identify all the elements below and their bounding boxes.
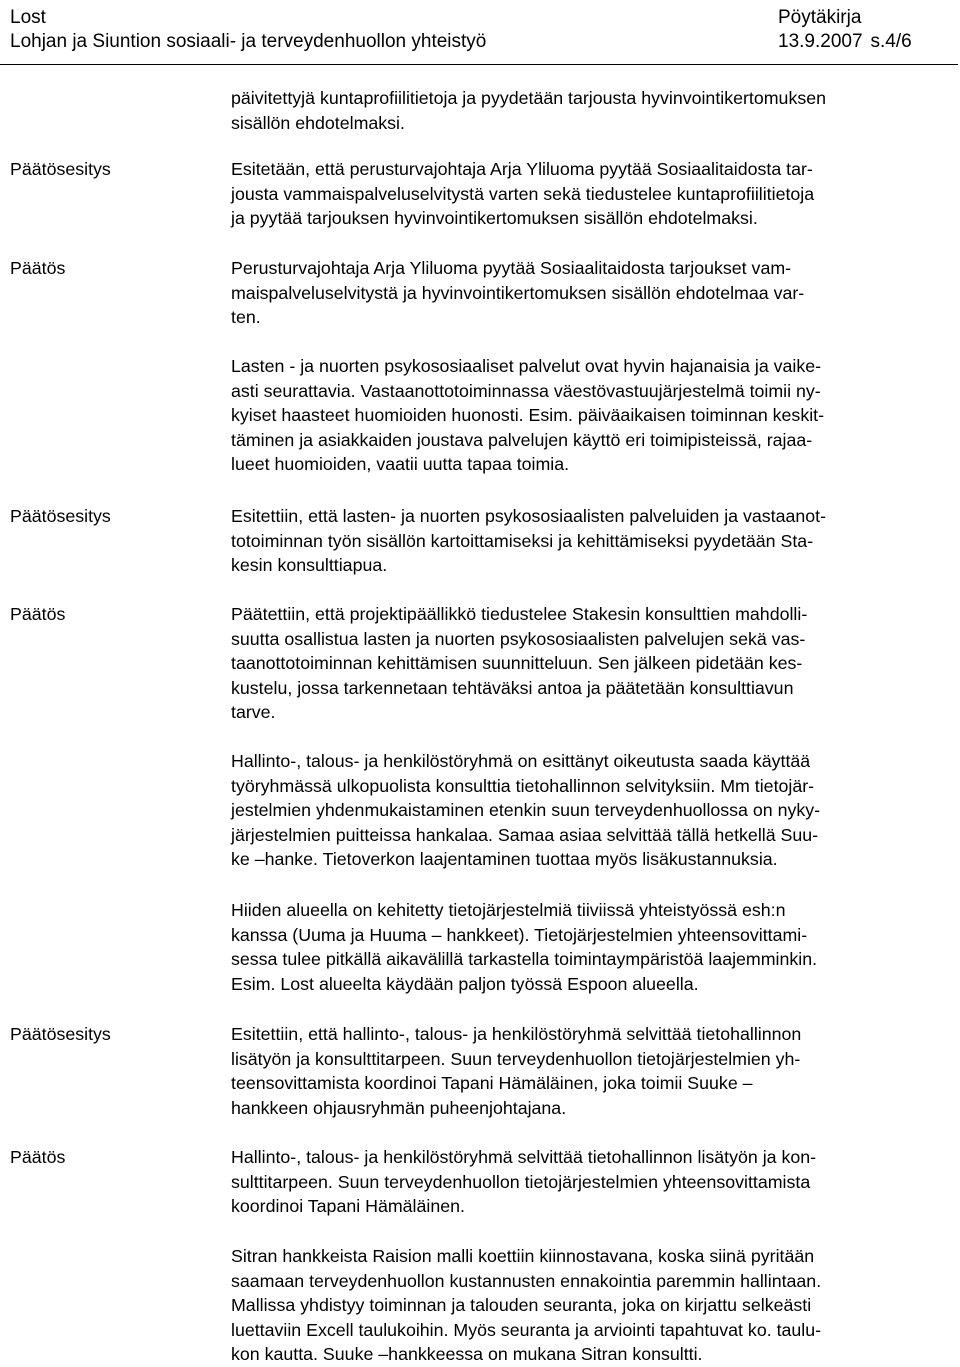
entry-label: Päätös	[10, 604, 66, 624]
header-left	[10, 6, 486, 54]
document-type: Pöytäkirja	[778, 7, 862, 28]
entry-label: Päätös	[10, 1147, 66, 1167]
entry-text: Lasten - ja nuorten psykososiaaliset palvelut ovat hyvin hajanaisia ja vaike- asti seurattavia. Vastaanottotoiminnassa väestövastuujärjestelmä toimii ny- kyiset haasteet huomioiden huonosti. Esim. päiväaikaisen toiminnan keskit- täminen ja asiakkaiden joustava palvelujen käyttö eri toimipisteissä, rajaa- lueet huomioiden, vaatii uutta tapaa toimia.	[231, 356, 825, 474]
entry-text: Hiiden alueella on kehitetty tietojärjestelmiä tiiviissä yhteistyössä esh:n kanssa (Uuma ja Huuma – hankkeet). Tietojärjestelmien yhteensovittami- sessa tulee pitkällä aikavälillä tarkastella toimintaympäristöä laajemminkin. Esim. Lost alueelta käydään paljon työssä Espoon alueella.	[231, 900, 818, 994]
document-date: 13.9.2007	[778, 31, 863, 52]
entry-label: Päätösesitys	[10, 1024, 111, 1044]
entry-label: Päätös	[10, 258, 66, 278]
entry-text: Esitetään, että perusturvajohtaja Arja Yliluoma pyytää Sosiaalitaidosta tar- jousta vammaispalveluselvitystä varten sekä tiedustelee kuntaprofiilitietoja ja pyytää tarjouksen hyvinvointikertomuksen sisällön ehdotelmaksi.	[231, 159, 815, 228]
date-and-page	[778, 30, 912, 54]
entry-label: Päätösesitys	[10, 159, 111, 179]
entry-text: Sitran hankkeista Raision malli koettiin kiinnostavana, koska siinä pyritään saamaan terveydenhuollon kustannusten ennakointia paremmin hallintaan. Mallissa yhdistyy toiminnan ja talouden seuranta, joka on kirjattu selkeästi luettaviin Excell taulukoihin. Myös seuranta ja arviointi tapahtuvat ko. taulu- kon kautta. Suuke –hankkeessa on mukana Sitran konsultti.	[231, 1246, 822, 1364]
entry-text: Hallinto-, talous- ja henkilöstöryhmä on esittänyt oikeutusta saada käyttää työryhmässä ulkopuolista konsulttia tietohallinnon selvityksiin. Mm tietojär- jestelmien yhdenmukaistaminen etenkin suun terveydenhuollossa on nyky- järjestelmien puitteissa hankalaa. Samaa asiaa selvittää tällä hetkellä Suu- ke –hanke. Tietoverkon laajentaminen tuottaa myös lisäkustannuksia.	[231, 751, 821, 869]
entry-text: Päätettiin, että projektipäällikkö tiedustelee Stakesin konsulttien mahdolli- suutta osallistua lasten ja nuorten psykososiaalisten palvelujen sekä vas- taanottotoiminnan kehittämisen suunnitteluun. Sen jälkeen pidetään kes- kustelu, jossa tarkennetaan tehtäväksi antoa ja päätetään konsulttiavun tarve.	[231, 604, 808, 722]
document-header	[0, 0, 958, 65]
page-number: s.4/6	[870, 31, 912, 52]
entry-text: Esitettiin, että lasten- ja nuorten psykososiaalisten palveluiden ja vastaanot- totoiminnan työn sisällön kartoittamiseksi ja kehittämiseksi pyydetään Sta- kesin konsulttiapua.	[231, 506, 827, 575]
entry-text: päivitettyjä kuntaprofiilitietoja ja pyydetään tarjousta hyvinvointikertomuksen sisällön ehdotelmaksi.	[231, 88, 827, 133]
organization-name: Lost	[10, 7, 46, 28]
entry-text: Perusturvajohtaja Arja Yliluoma pyytää Sosiaalitaidosta tarjoukset vam- maispalveluselvitystä ja hyvinvointikertomuksen sisällön ehdotelmaa var- ten.	[231, 258, 805, 327]
entry-text: Esitettiin, että hallinto-, talous- ja henkilöstöryhmä selvittää tietohallinnon lisätyön ja konsulttitarpeen. Suun terveydenhuollon tietojärjestelmien yh- teensovittamista koordinoi Tapani Hämäläinen, joka toimii Suuke – hankkeen ohjausryhmän puheenjohtajana.	[231, 1024, 802, 1118]
entry-text: Hallinto-, talous- ja henkilöstöryhmä selvittää tietohallinnon lisätyön ja kon- sulttitarpeen. Suun terveydenhuollon tietojärjestelmien yhteensovittamista koordinoi Tapani Hämäläinen.	[231, 1147, 817, 1216]
entry-label: Päätösesitys	[10, 506, 111, 526]
header-right	[778, 6, 912, 54]
document-subtitle: Lohjan ja Siuntion sosiaali- ja terveydenhuollon yhteistyö	[10, 31, 487, 52]
